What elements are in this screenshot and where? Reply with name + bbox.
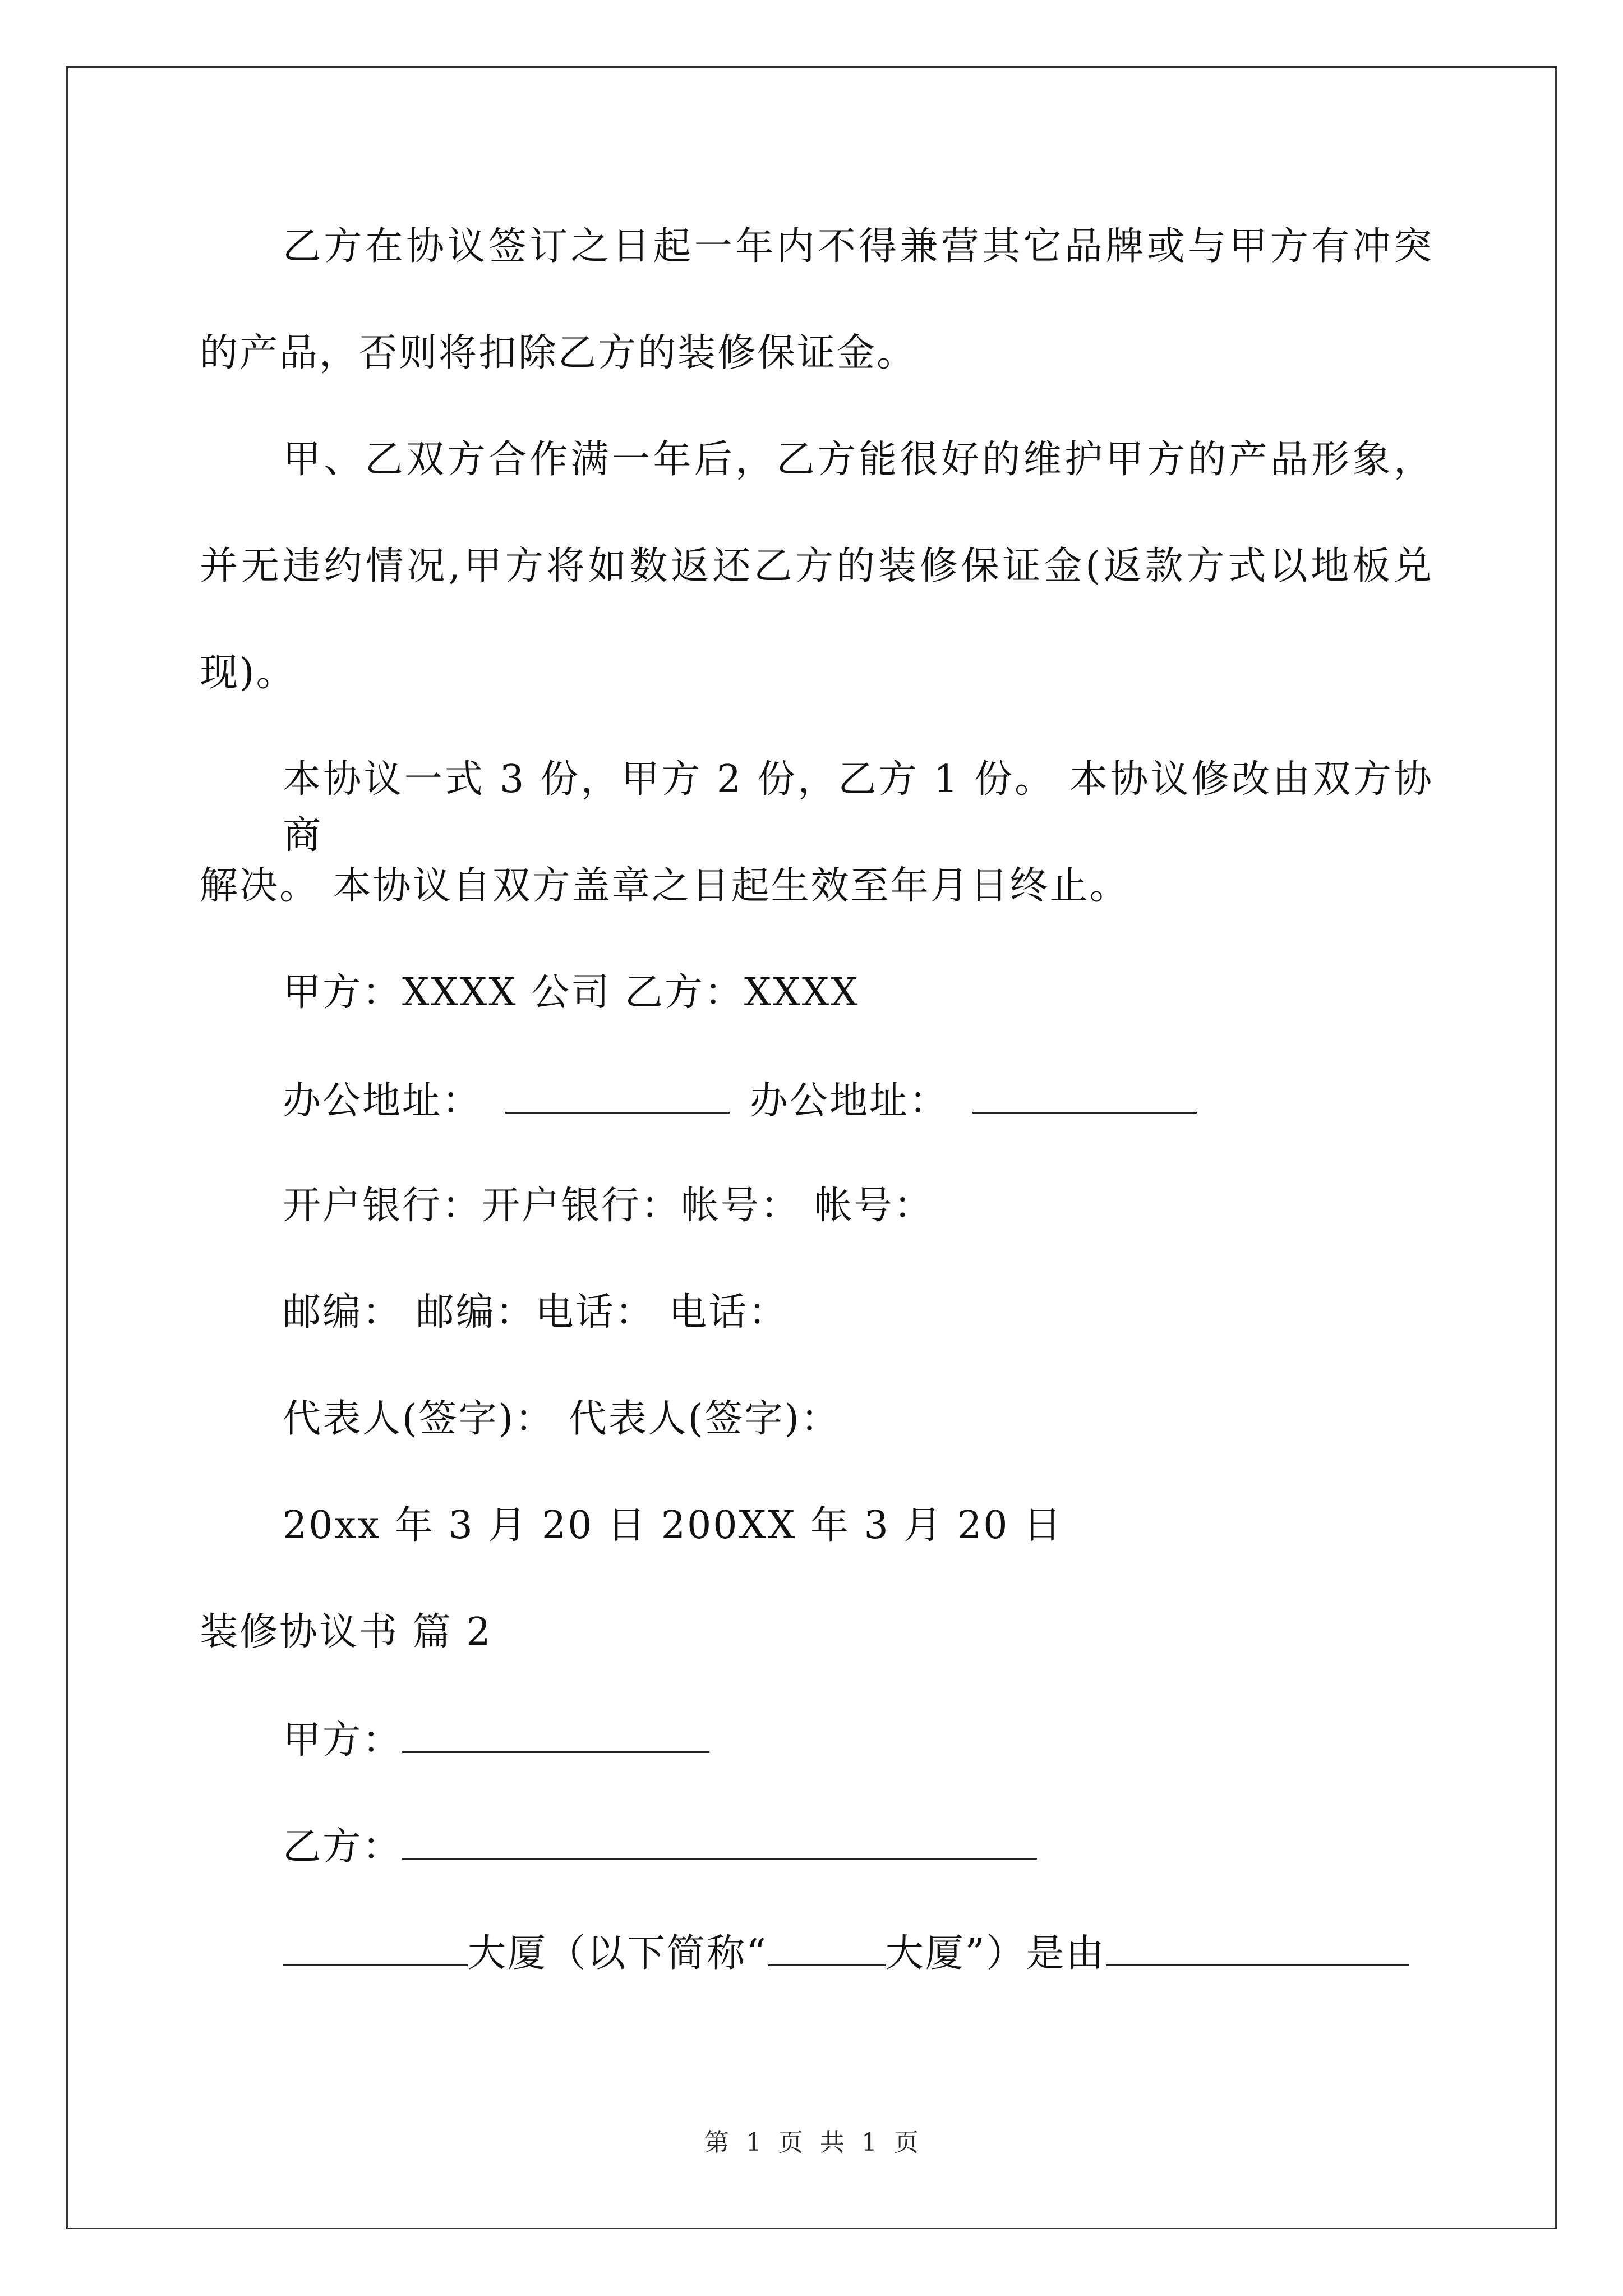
building-text-1: 大厦（以下简称“ bbox=[468, 1931, 768, 1976]
postcode-phone-line: 邮编： 邮编：电话： 电话： bbox=[283, 1290, 789, 1335]
address-label-a: 办公地址： bbox=[283, 1079, 482, 1123]
party-a-label: 甲方： bbox=[283, 1718, 403, 1763]
address-label-b: 办公地址： bbox=[750, 1079, 949, 1123]
building-blank-2 bbox=[768, 1924, 886, 1966]
party-a-line bbox=[200, 1711, 1433, 1767]
address-blank-a bbox=[505, 1071, 730, 1114]
building-blank-3 bbox=[1106, 1924, 1409, 1966]
building-text-2: 大厦”）是由 bbox=[885, 1931, 1106, 1976]
paragraph-3-line-2: 解决。 本协议自双方盖章之日起生效至年月日终止。 bbox=[200, 864, 1129, 908]
paragraph-2-line-3: 现)。 bbox=[200, 651, 296, 695]
building-blank-1 bbox=[283, 1924, 468, 1966]
document-body bbox=[200, 219, 1433, 2031]
paragraph-1-line-2: 的产品，否则将扣除乙方的装修保证金。 bbox=[200, 331, 917, 375]
address-line bbox=[200, 1071, 1433, 1128]
dates-line: 20xx 年 3 月 20 日 200XX 年 3 月 20 日 bbox=[283, 1503, 1063, 1548]
paragraph-1-line-1: 乙方在协议签订之日起一年内不得兼营其它品牌或与甲方有冲突 bbox=[283, 224, 1433, 269]
paragraph-3-line-1: 本协议一式 3 份，甲方 2 份，乙方 1 份。 本协议修改由双方协商 bbox=[283, 757, 1433, 858]
party-b-blank bbox=[402, 1818, 1037, 1860]
party-b-line bbox=[200, 1818, 1433, 1874]
parties-line: 甲方：XXXX 公司 乙方：XXXX bbox=[283, 970, 860, 1015]
representative-line: 代表人(签字)： 代表人(签字)： bbox=[283, 1397, 841, 1441]
section-2-heading: 装修协议书 篇 2 bbox=[200, 1610, 492, 1654]
page-footer: 第 1 页 共 1 页 bbox=[704, 2128, 919, 2157]
address-blank-b bbox=[972, 1071, 1197, 1114]
paragraph-2-line-2: 并无违约情况,甲方将如数返还乙方的装修保证金(返款方式以地板兑 bbox=[200, 544, 1433, 588]
paragraph-2-line-1: 甲、乙双方合作满一年后，乙方能很好的维护甲方的产品形象， bbox=[283, 438, 1433, 482]
building-line bbox=[200, 1924, 1433, 1980]
party-b-label: 乙方： bbox=[283, 1825, 403, 1869]
bank-line: 开户银行：开户银行：帐号： 帐号： bbox=[283, 1184, 934, 1228]
party-a-blank bbox=[402, 1711, 709, 1753]
